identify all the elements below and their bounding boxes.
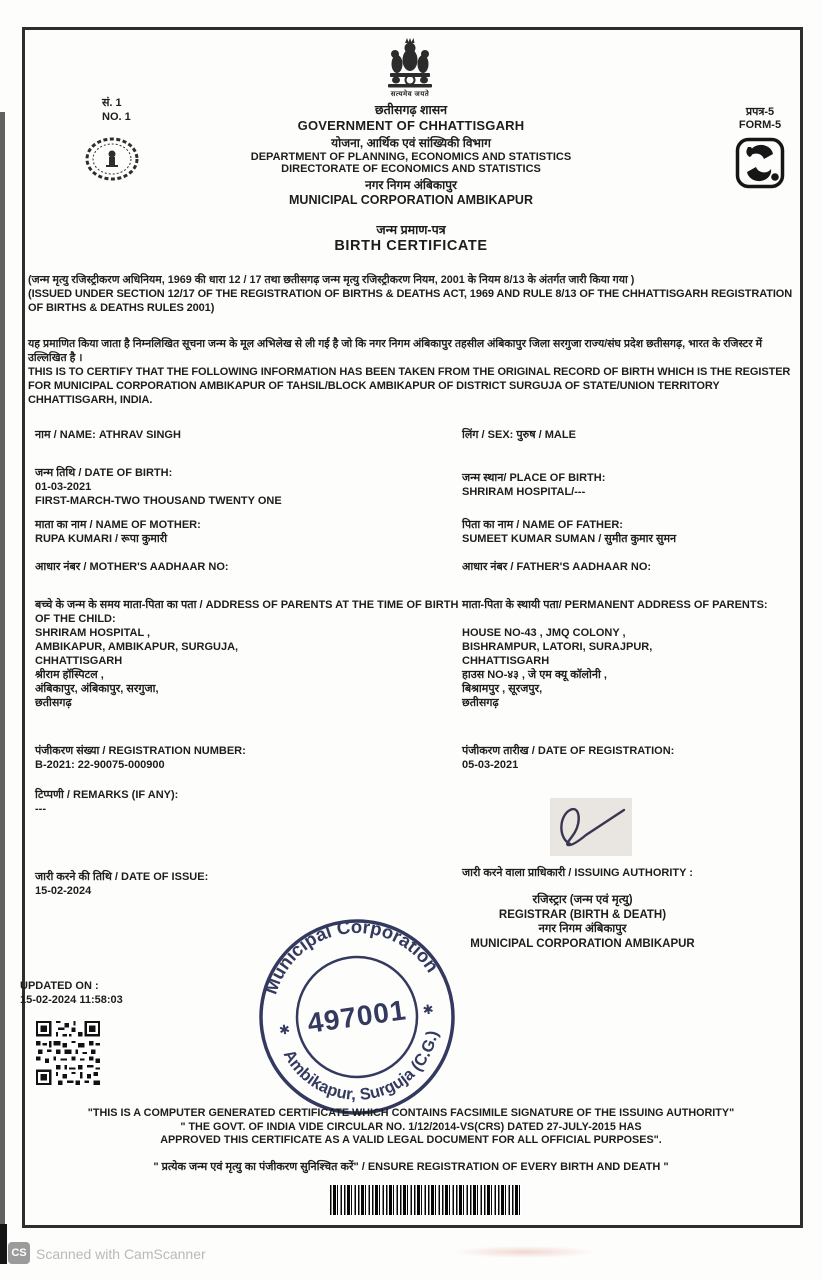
stamp-star-right: ✱ [421,1001,435,1018]
sex-label: लिंग / SEX: [462,429,514,441]
remarks-label: टिप्पणी / REMARKS (IF ANY): [35,789,179,801]
address-permanent-line: हाउस NO-४३ , जे एम क्यू कॉलोनी , [462,669,607,681]
footer-disclaimer [28,1107,794,1148]
barcode [330,1185,522,1215]
serial-en: NO. 1 [102,111,131,123]
field-sex [462,428,576,442]
municipal-hi: नगर निगम अंबिकापुर [365,178,457,192]
dob-value-words: FIRST-MARCH-TWO THOUSAND TWENTY ONE [35,495,282,507]
father-aadhaar-label: आधार नंबर / FATHER'S AADHAAR NO: [462,561,652,573]
sex-value: पुरुष / MALE [516,429,576,441]
field-registration-number [35,744,246,772]
serial-hi: सं. 1 [102,97,122,109]
certificate-header [211,101,611,207]
address-permanent-line: छतीसगढ़ [462,697,499,709]
municipal-en: MUNICIPAL CORPORATION AMBIKAPUR [289,193,533,207]
field-father-name [462,518,676,546]
field-address-at-birth [35,598,459,710]
certify-hi: यह प्रमाणित किया जाता है निम्नलिखित सूचना जन्म के मूल अभिलेख से ली गई है जो कि नगर निगम अंबिकापुर तहसील अंबिकापुर जिला सरगुजा राज्य/संघ प्रदेश छतीसगढ़, भारत के रजिस्टर में उल्लिखित है । [28,338,763,364]
authority-line: REGISTRAR (BIRTH & DEATH) [498,908,667,921]
reg-no-label: पंजीकरण संख्या / REGISTRATION NUMBER: [35,745,246,757]
dob-value: 01-03-2021 [35,481,92,493]
camscanner-watermark: Scanned with CamScanner [36,1246,206,1262]
field-remarks [35,788,178,816]
qr-code [36,1021,100,1085]
directorate-en: DIRECTORATE OF ECONOMICS AND STATISTICS [281,163,541,175]
title-hi: जन्म प्रमाण-पत्र [376,223,446,237]
issued-under-hi: (जन्म मृत्यु रजिस्ट्रीकरण अधिनियम, 1969 की धारा 12 / 17 तथा छतीसगढ़ जन्म मृत्यु रजिस्ट्रीकरण नियम, 2001 के नियम 8/13 के अंतर्गत जारी किया गया ) [28,274,635,286]
issued-under-paragraph [28,273,796,315]
issuing-authority-label: जारी करने वाला प्राधिकारी / ISSUING AUTHORITY : [462,867,693,879]
scan-edge-artifact [0,112,5,1242]
office-stamp-icon [238,898,475,1135]
address-permanent-line: BISHRAMPUR, LATORI, SURAJPUR, [462,641,653,653]
stamp-star-left: ✱ [278,1021,291,1038]
father-label: पिता का नाम / NAME OF FATHER: [462,519,623,531]
government-hi: छतीसगढ़ शासन [374,103,448,117]
department-hi: योजना, आर्थिक एवं सांख्यिकी विभाग [331,136,491,150]
address-permanent-line: बिश्रामपुर , सूरजपुर, [462,683,543,695]
issuing-authority-block [455,893,710,951]
mother-label: माता का नाम / NAME OF MOTHER: [35,519,201,531]
issued-under-en: (ISSUED UNDER SECTION 12/17 OF THE REGISTRATION OF BIRTHS & DEATHS ACT, 1969 AND RULE 8/13 OF THE CHHATTISGARH REGISTRATION OF BIRTHS & DEATHS RULES 2001) [28,288,793,314]
field-permanent-address [462,598,792,710]
mother-value: RUPA KUMARI / रूपा कुमारी [35,533,168,545]
authority-line: नगर निगम अंबिकापुर [538,923,627,935]
footer-slogan: " प्रत्येक जन्म एवं मृत्यु का पंजीकरण सुनिश्चित करें" / ENSURE REGISTRATION OF EVERY BIRTH AND DEATH " [153,1161,669,1173]
camscanner-icon: CS [8,1242,30,1264]
signature-icon [550,798,632,856]
facsimile-signature [550,798,632,856]
form-number-block [722,106,798,193]
department-en: DEPARTMENT OF PLANNING, ECONOMICS AND STATISTICS [250,151,572,163]
address-birth-line: अंबिकापुर, अंबिकापुर, सरगुजा, [35,683,159,695]
scan-edge-mark [0,1224,7,1264]
reg-no-value: B-2021: 22-90075-000900 [35,759,165,771]
certify-en: THIS IS TO CERTIFY THAT THE FOLLOWING INFORMATION HAS BEEN TAKEN FROM THE ORIGINAL RECORD OF BIRTH WHICH IS THE REGISTER FOR MUNICIPAL CORPORATION AMBIKAPUR OF TAHSIL/BLOCK AMBIKAPUR OF DISTRICT SURGUJA OF STATE/UNION TERRITORY CHHATTISGARH, INDIA. [28,366,791,406]
updated-on-label: UPDATED ON : [20,980,99,992]
mother-aadhaar-label: आधार नंबर / MOTHER'S AADHAAR NO: [35,561,229,573]
certify-paragraph [28,337,796,407]
field-mother-aadhaar [35,560,229,574]
field-registration-date [462,744,674,772]
svg-text:Ambikapur, Surguja (C.G.) [279,1026,450,1114]
disclaimer-line2: " THE GOVT. OF INDIA VIDE CIRCULAR NO. 1/12/2014-VS(CRS) DATED 27-JULY-2015 HAS [180,1120,642,1133]
address-permanent-line: CHHATTISGARH [462,655,550,667]
stamp-number: 497001 [305,994,409,1039]
pob-value: SHRIRAM HOSPITAL/--- [462,486,586,498]
certificate-title [211,221,611,254]
reg-date-value: 05-03-2021 [462,759,519,771]
updated-on-block [20,979,123,1007]
name-label: नाम / NAME: [35,429,96,441]
address-permanent-label: माता-पिता के स्थायी पता/ PERMANENT ADDRESS OF PARENTS: [462,599,768,611]
emblem-motto: सत्यमेव जयते [390,91,430,98]
address-birth-line: SHRIRAM HOSPITAL , [35,627,151,639]
address-birth-line: CHHATTISGARH [35,655,123,667]
government-en: GOVERNMENT OF CHHATTISGARH [297,118,525,133]
title-en: BIRTH CERTIFICATE [334,238,488,254]
field-mother-name [35,518,201,546]
stamp-top-text: Municipal Corporation [259,915,444,997]
office-stamp [238,898,475,1135]
scan-smudge [430,1244,620,1260]
address-birth-line: श्रीराम हॉस्पिटल , [35,669,104,681]
field-father-aadhaar [462,560,651,574]
field-place-of-birth [462,471,605,499]
disclaimer-line3: APPROVED THIS CERTIFICATE AS A VALID LEGAL DOCUMENT FOR ALL OFFICIAL PURPOSES". [160,1134,662,1146]
issue-date-value: 15-02-2024 [35,885,92,897]
address-permanent-line: HOUSE NO-43 , JMQ COLONY , [462,627,626,639]
serial-number [102,96,131,124]
authority-line: रजिस्ट्रार (जन्म एवं मृत्यु) [532,894,633,906]
authority-line: MUNICIPAL CORPORATION AMBIKAPUR [470,937,695,950]
field-date-of-issue [35,870,208,898]
address-birth-line: AMBIKAPUR, AMBIKAPUR, SURGUJA, [35,641,239,653]
pob-label: जन्म स्थान/ PLACE OF BIRTH: [462,472,606,484]
field-name [35,428,181,442]
address-birth-label: बच्चे के जन्म के समय माता-पिता का पता / ADDRESS OF PARENTS AT THE TIME OF BIRTH OF THE CHILD: [35,599,459,625]
reg-date-label: पंजीकरण तारीख / DATE OF REGISTRATION: [462,745,675,757]
disclaimer-line1: "THIS IS A COMPUTER GENERATED CERTIFICATE WHICH CONTAINS FACSIMILE SIGNATURE OF THE ISSUING AUTHORITY" [87,1107,735,1119]
father-value: SUMEET KUMAR SUMAN / सुमीत कुमार सुमन [462,533,677,545]
department-seal-icon [84,136,140,182]
national-emblem-icon [380,36,440,92]
form-label-en: FORM-5 [738,119,782,131]
updated-on-value: 15-02-2024 11:58:03 [20,994,123,1006]
field-date-of-birth [35,466,282,508]
name-value: ATHRAV SINGH [98,429,181,441]
address-birth-line: छतीसगढ़ [35,697,72,709]
remarks-value: --- [35,803,46,815]
issue-date-label: जारी करने की तिथि / DATE OF ISSUE: [35,871,209,883]
crs-logo-icon [735,137,785,189]
stamp-bottom-text: Ambikapur, Surguja (C.G.) [279,1029,442,1104]
dob-label: जन्म तिथि / DATE OF BIRTH: [35,467,173,479]
form-label-hi: प्रपत्र-5 [745,106,775,118]
